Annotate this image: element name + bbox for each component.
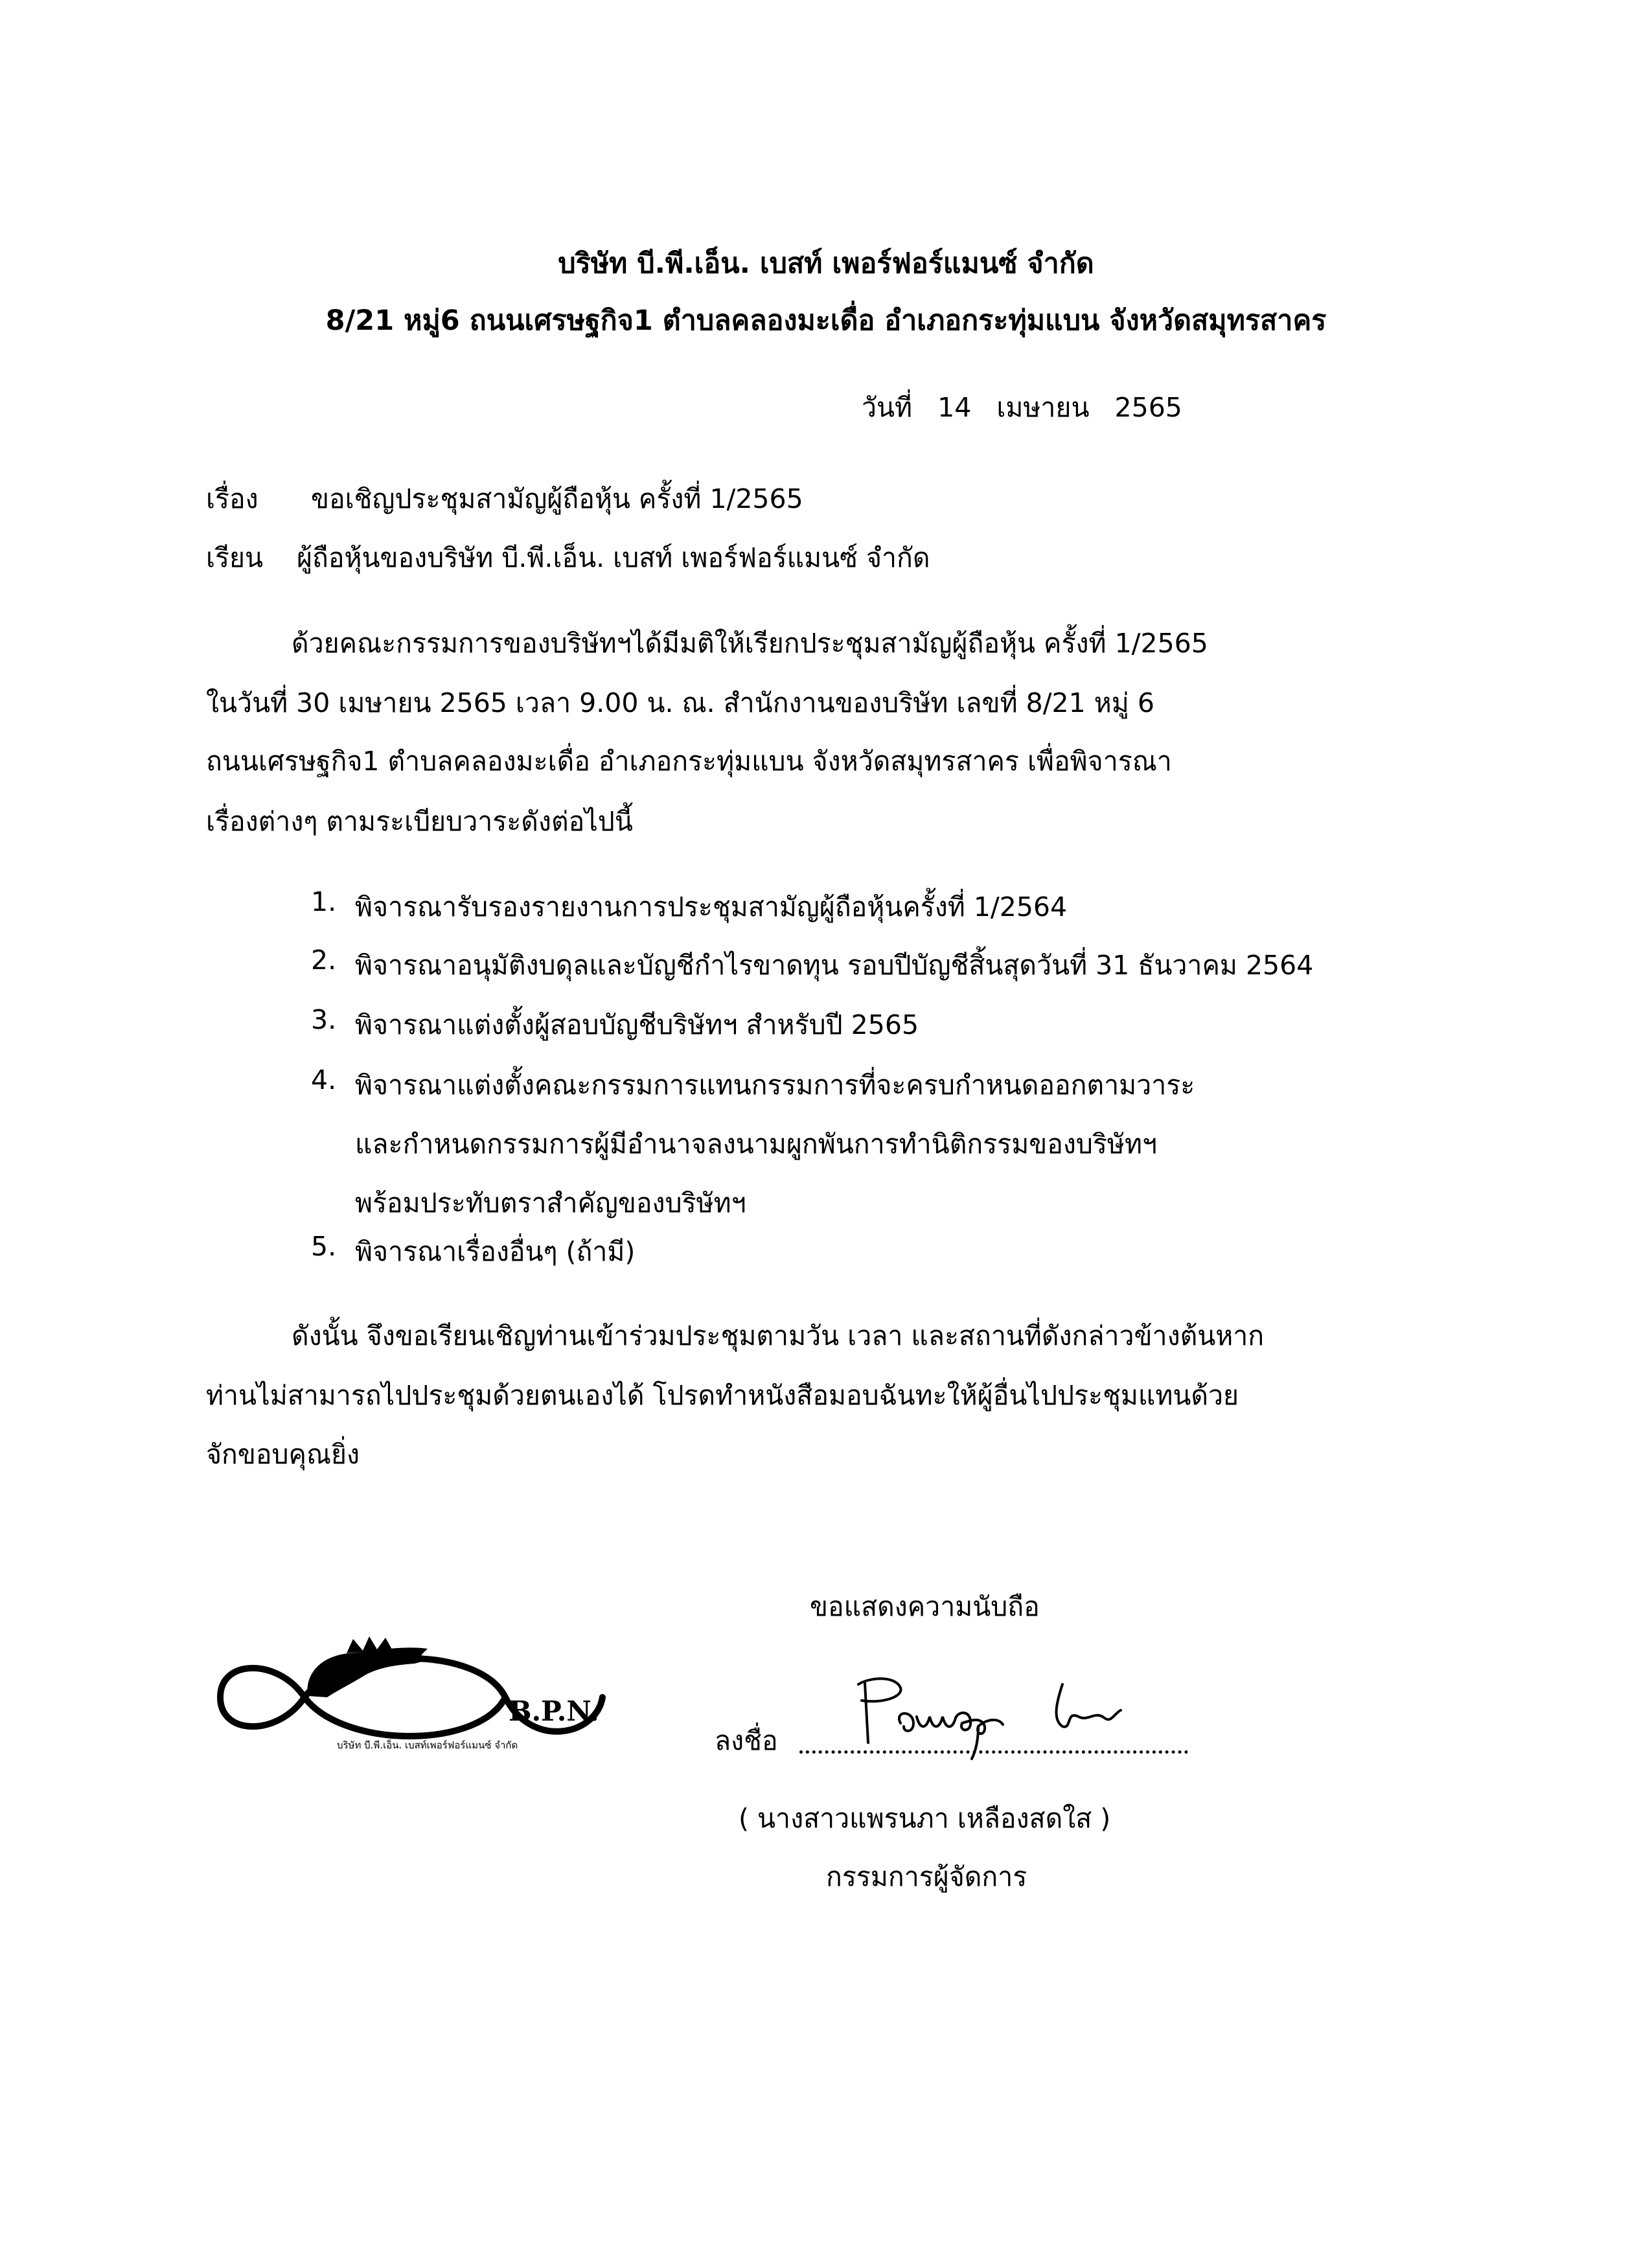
agenda-text: พร้อมประทับตราสำคัญของบริษัทฯ [355, 1187, 746, 1219]
closing-line: ดังนั้น จึงขอเรียนเชิญท่านเข้าร่วมประชุมตามวัน เวลา และสถานที่ดังกล่าวข้างต้นหาก [292, 1320, 1265, 1351]
date-day: 14 [937, 392, 972, 423]
company-address: 8/21 หมู่6 ถนนเศรษฐกิจ1 ตำบลคลองมะเดื่อ อำเภอกระทุ่มแบน จังหวัดสมุทรสาคร [325, 304, 1327, 337]
date-month: เมษายน [996, 392, 1090, 423]
agenda-text: พิจารณาแต่งตั้งคณะกรรมการแทนกรรมการที่จะครบกำหนดออกตามวาระ [355, 1070, 1195, 1101]
sign-label: ลงชื่อ [715, 1725, 778, 1756]
closing-line: ท่านไม่สามารถไปประชุมด้วยตนเองได้ โปรดทำหนังสือมอบฉันทะให้ผู้อื่นไปประชุมแทนด้วย [206, 1380, 1239, 1411]
agenda-number: 4. [311, 1064, 337, 1095]
agenda-text: และกำหนดกรรมการผู้มีอำนาจลงนามผูกพันการทำนิติกรรมของบริษัทฯ [355, 1128, 1158, 1160]
handwritten-signature [842, 1665, 1153, 1762]
subject-label: เรื่อง [206, 483, 258, 514]
agenda-text: พิจารณารับรองรายงานการประชุมสามัญผู้ถือหุ้นครั้งที่ 1/2564 [355, 891, 1068, 922]
date-label: วันที่ [862, 392, 913, 423]
agenda-text: พิจารณาแต่งตั้งผู้สอบบัญชีบริษัทฯ สำหรับปี 2565 [355, 1009, 919, 1040]
agenda-number: 3. [311, 1004, 337, 1035]
agenda-number: 2. [311, 945, 337, 976]
body-line: ด้วยคณะกรรมการของบริษัทฯได้มีมติให้เรียกประชุมสามัญผู้ถือหุ้น ครั้งที่ 1/2565 [292, 628, 1208, 659]
agenda-text: พิจารณาเรื่องอื่นๆ (ถ้ามี) [355, 1236, 636, 1267]
company-name: บริษัท บี.พี.เอ็น. เบสท์ เพอร์ฟอร์แมนซ์ จำกัด [558, 247, 1094, 280]
letter-date [862, 387, 1182, 429]
agenda-number: 5. [311, 1231, 337, 1262]
recipient-row [206, 537, 930, 579]
subject-row [206, 478, 803, 520]
agenda-number: 1. [311, 886, 337, 917]
signer-title: กรรมการผู้จัดการ [826, 1861, 1027, 1892]
closing-line: จักขอบคุณยิ่ง [206, 1439, 360, 1470]
recipient-text: ผู้ถือหุ้นของบริษัท บี.พี.เอ็น. เบสท์ เพอร์ฟอร์แมนซ์ จำกัด [297, 542, 930, 573]
logo-brand: B.P.N. [509, 1695, 599, 1727]
body-line: ในวันที่ 30 เมษายน 2565 เวลา 9.00 น. ณ. สำนักงานของบริษัท เลขที่ 8/21 หมู่ 6 [206, 687, 1154, 718]
agenda-text: พิจารณาอนุมัติงบดุลและบัญชีกำไรขาดทุน รอบปีบัญชีสิ้นสุดวันที่ 31 ธันวาคม 2564 [355, 950, 1314, 981]
date-year: 2565 [1114, 392, 1182, 423]
logo-caption: บริษัท บี.พี.เอ็น. เบสท์เพอร์ฟอร์แมนซ์ จำกัด [337, 1739, 518, 1751]
regards-text: ขอแสดงความนับถือ [810, 1591, 1040, 1622]
signer-name: ( นางสาวแพรนภา เหลืองสดใส ) [739, 1803, 1111, 1834]
body-line: ถนนเศรษฐกิจ1 ตำบลคลองมะเดื่อ อำเภอกระทุ่มแบน จังหวัดสมุทรสาคร เพื่อพิจารณา [206, 746, 1172, 777]
recipient-label: เรียน [206, 542, 264, 573]
subject-text: ขอเชิญประชุมสามัญผู้ถือหุ้น ครั้งที่ 1/2565 [311, 483, 803, 514]
body-line: เรื่องต่างๆ ตามระเบียบวาระดังต่อไปนี้ [206, 806, 633, 837]
